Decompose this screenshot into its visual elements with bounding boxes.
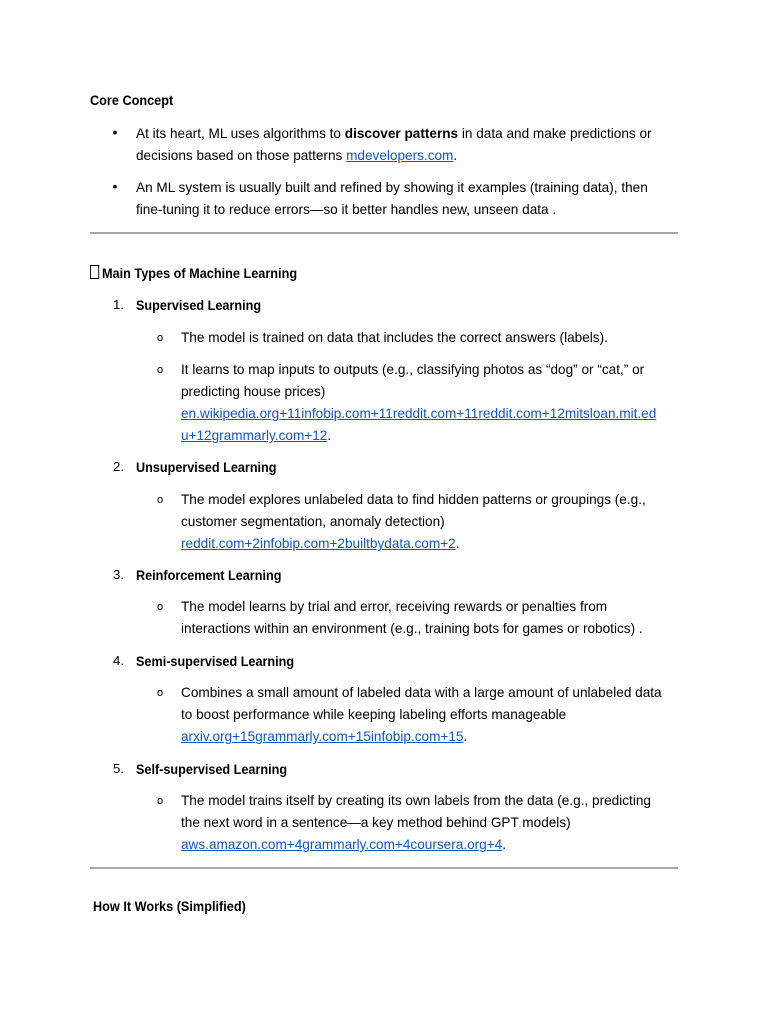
bullet-marker: •	[112, 178, 118, 194]
core-b1-text-post: in data and make predictions or	[458, 126, 652, 141]
item-2-end: .	[455, 536, 460, 551]
list-number: 1.	[113, 297, 124, 312]
how-it-works-heading: How It Works (Simplified)	[93, 899, 246, 914]
core-bullet-1-line-2	[136, 145, 457, 167]
core-b1-bold: discover patterns	[344, 126, 459, 141]
list-number: 5.	[113, 761, 124, 776]
main-types-heading-text: Main Types of Machine Learning	[101, 266, 298, 281]
item-5-end: .	[502, 837, 507, 852]
horizontal-rule	[90, 232, 678, 234]
sub-bullet-marker: o	[157, 601, 164, 613]
core-concept-heading: Core Concept	[90, 93, 174, 108]
semi-supervised-title: Semi-supervised Learning	[136, 654, 295, 669]
item-5-sub-1-line-2: the next word in a sentence—a key method behind GPT models)	[181, 815, 571, 830]
list-number: 3.	[113, 567, 124, 582]
unsupervised-sources-link[interactable]: reddit.com+2infobip.com+2builtbydata.com+2	[181, 536, 456, 551]
core-bullet-1-line-1	[136, 123, 652, 145]
item-2-sub-1-line-1: The model explores unlabeled data to find hidden patterns or groupings (e.g.,	[181, 492, 646, 507]
self-supervised-sources-link[interactable]: aws.amazon.com+4grammarly.com+4coursera.org+4	[181, 837, 503, 852]
list-number: 4.	[113, 653, 124, 668]
item-4-sub-1-line-1: Combines a small amount of labeled data with a large amount of unlabeled data	[181, 685, 662, 700]
item-4-title	[136, 651, 306, 673]
item-5-sub-1-line-1: The model trains itself by creating its own labels from the data (e.g., predicting	[181, 793, 651, 808]
supervised-title: Supervised Learning	[136, 298, 262, 313]
item-2-sub-1-line-2: customer segmentation, anomaly detection)	[181, 514, 445, 529]
item-4-end: .	[463, 729, 468, 744]
sub-bullet-marker: o	[157, 494, 164, 506]
item-1-sub-2-line-2: predicting house prices)	[181, 384, 326, 399]
mdevelopers-link[interactable]: mdevelopers.com	[346, 148, 454, 163]
sub-bullet-marker: o	[157, 795, 164, 807]
item-1-sub-1: The model is trained on data that includes the correct answers (labels).	[181, 330, 608, 345]
core-bullet-2-line-1: An ML system is usually built and refined by showing it examples (training data), then	[136, 180, 648, 195]
core-bullet-2-line-2: fine-tuning it to reduce errors—so it better handles new, unseen data .	[136, 202, 557, 217]
item-2-link-line	[181, 533, 459, 555]
sub-bullet-marker: o	[157, 364, 164, 376]
main-types-heading	[90, 265, 297, 281]
item-3-title	[136, 565, 292, 587]
self-supervised-title: Self-supervised Learning	[136, 762, 288, 777]
missing-glyph-icon	[90, 265, 99, 279]
horizontal-rule	[90, 867, 678, 869]
item-4-sub-1-line-2: to boost performance while keeping labeling efforts manageable	[181, 707, 567, 722]
reinforcement-title: Reinforcement Learning	[136, 568, 282, 583]
item-3-sub-1-line-1: The model learns by trial and error, receiving rewards or penalties from	[181, 599, 608, 614]
item-1-end: .	[327, 428, 332, 443]
bullet-marker: •	[112, 124, 118, 140]
supervised-sources-link[interactable]: en.wikipedia.org+11infobip.com+11reddit.com+11reddit.com+12mitsloan.mit.ed	[181, 406, 657, 421]
semi-supervised-sources-link[interactable]: arxiv.org+15grammarly.com+15infobip.com+15	[181, 729, 464, 744]
item-2-title	[136, 457, 287, 479]
supervised-sources-link-cont[interactable]: u+12grammarly.com+12	[181, 428, 328, 443]
item-4-link-line	[181, 726, 467, 748]
sub-bullet-marker: o	[157, 687, 164, 699]
core-b1-end: .	[453, 148, 458, 163]
core-b1-line2: decisions based on those patterns	[136, 148, 347, 163]
list-number: 2.	[113, 459, 124, 474]
unsupervised-title: Unsupervised Learning	[136, 460, 277, 475]
item-5-title	[136, 759, 298, 781]
item-1-link-line-2	[181, 425, 331, 447]
item-1-title	[136, 295, 270, 317]
core-b1-text: At its heart, ML uses algorithms to	[136, 126, 345, 141]
item-1-link-line-1	[181, 403, 656, 425]
item-1-sub-2-line-1: It learns to map inputs to outputs (e.g., classifying photos as “dog” or “cat,” or	[181, 362, 645, 377]
sub-bullet-marker: o	[157, 332, 164, 344]
item-3-sub-1-line-2: interactions within an environment (e.g., training bots for games or robotics) .	[181, 621, 643, 636]
item-5-link-line	[181, 834, 506, 856]
